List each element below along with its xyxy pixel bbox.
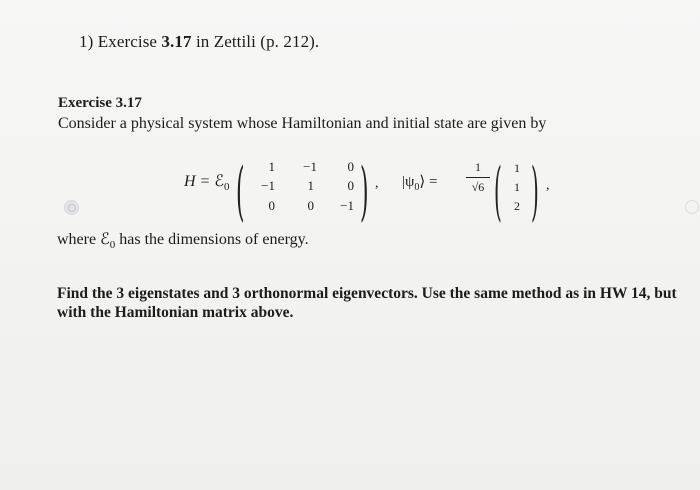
fraction-denominator: √6 [471, 180, 485, 194]
exercise-title: Exercise 3.17 [58, 95, 142, 111]
hamiltonian-symbol: H = [184, 173, 215, 190]
matrix-right-paren: ) [360, 152, 369, 229]
question-number: 1) [79, 32, 94, 51]
fraction-numerator: 1 [475, 160, 481, 174]
question-ref: 3.17 [161, 32, 192, 51]
vector-cell-1: 1 [514, 161, 520, 175]
question-prefix: Exercise [97, 32, 158, 51]
exercise-statement: Consider a physical system whose Hamiltonian and initial state are given by [58, 115, 547, 132]
matrix-cell-r3c1: 0 [268, 198, 275, 213]
state-ket-close: ⟩ = [419, 174, 438, 190]
where-suffix: has the dimensions of energy. [119, 231, 309, 248]
fraction-bar [466, 177, 490, 178]
question-heading [79, 32, 319, 52]
matrix-cell-r1c3: 0 [347, 159, 354, 174]
matrix-cell-r2c2: 1 [307, 178, 314, 193]
where-prefix: where [57, 231, 97, 248]
energy-symbol: ℰ [214, 173, 225, 190]
matrix-cell-r2c1: −1 [261, 178, 275, 193]
where-subscript: 0 [109, 239, 116, 252]
matrix-cell-r3c3: −1 [340, 198, 354, 213]
energy-subscript: 0 [224, 181, 230, 194]
faint-circle-icon [685, 200, 699, 214]
state-ket-open: |ψ [402, 174, 415, 190]
matrix-cell-r1c2: −1 [303, 159, 317, 174]
question-suffix: in Zettili (p. 212). [195, 32, 320, 51]
where-line [57, 229, 309, 251]
vector-cell-3: 2 [514, 199, 520, 213]
state-subscript: 0 [414, 182, 420, 193]
matrix-cell-r2c3: 0 [347, 178, 354, 193]
where-symbol: ℰ [100, 231, 110, 248]
hamiltonian-lhs [184, 171, 230, 193]
task-instructions: Find the 3 eigenstates and 3 orthonormal eigenvectors. Use the same method as in HW 14, but with the Hamiltonian matrix above. [57, 285, 677, 321]
equation-separator: , [375, 176, 379, 191]
vector-cell-2: 1 [514, 180, 520, 194]
annotation-circle-icon [64, 200, 79, 215]
vector-left-paren: ( [494, 152, 502, 229]
equation-end-punct: , [546, 178, 550, 193]
vector-right-paren: ) [531, 152, 539, 229]
matrix-cell-r3c2: 0 [307, 198, 314, 213]
matrix-left-paren: ( [236, 152, 245, 229]
state-lhs [402, 172, 437, 193]
matrix-cell-r1c1: 1 [268, 159, 275, 174]
